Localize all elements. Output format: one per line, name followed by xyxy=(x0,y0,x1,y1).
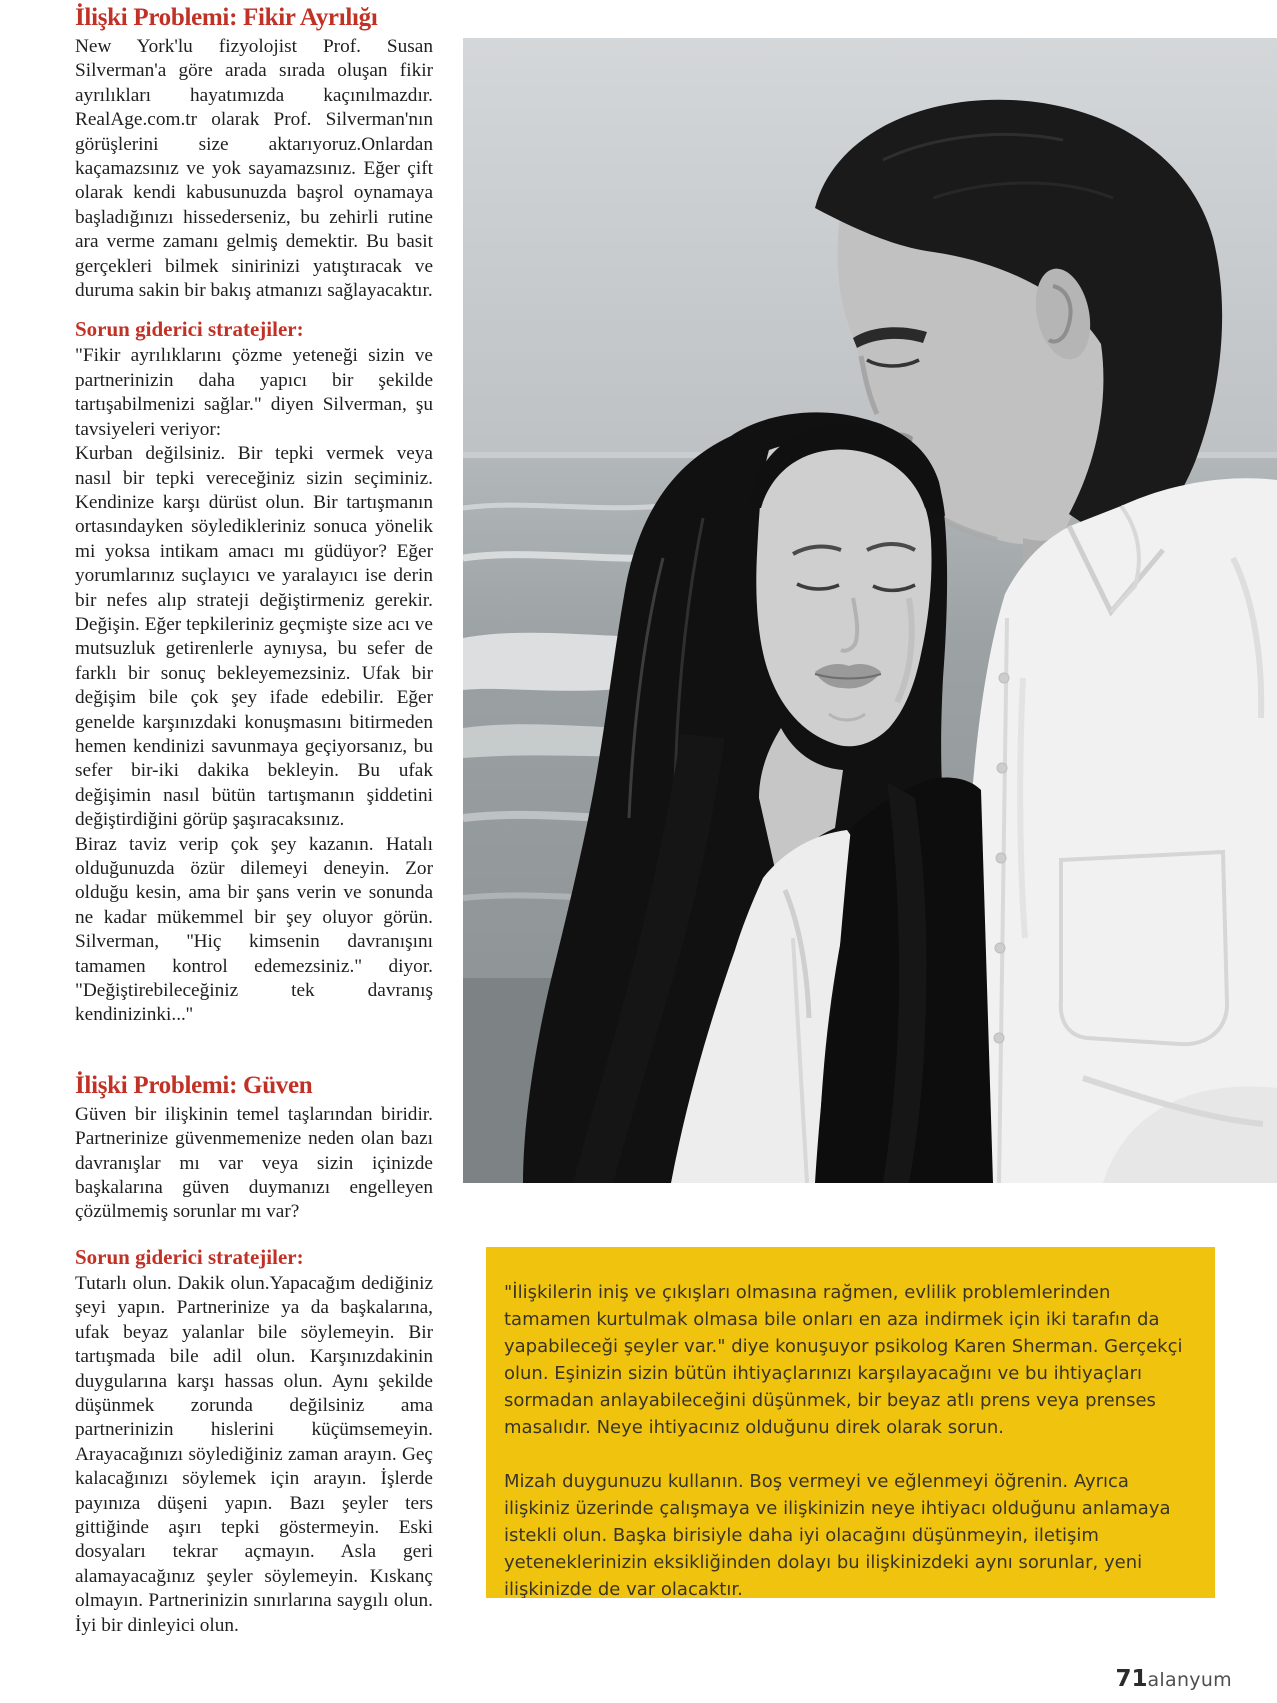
sub-heading-stratejiler-1: Sorun giderici stratejiler: xyxy=(75,317,304,342)
section-body xyxy=(75,1103,433,1225)
paragraph: "Fikir ayrılıklarını çözme yeteneği sizin ve partnerinizin daha yapıcı bir şekilde tartışabilmenizi sağlar." diyen Silverman, şu tavsiyeleri veriyor: xyxy=(75,345,433,440)
couple-beach-photo xyxy=(463,38,1277,1183)
paragraph: Tutarlı olun. Dakik olun.Yapacağım dediğiniz şeyi yapın. Partnerinize ya da başkalarına, ufak beyaz yalanlar bile söylemeyin. Bir tartışmada bile adil olun. Karşınızdakinin duygularına karşı hassas olun. Aynı şekilde düşünmek zorunda değilsiniz ama partnerinizin hislerini küçümsemeyin. Arayacağınızı söylediğiniz zaman arayın. Geç kalacağınızı söylemek için arayın. İşlerde payınıza düşeni yapın. Bazı şeyler ters gittiğinde aşırı tepki göstermeyin. Eski dosyaları tekrar açmayın. Asla geri alamayacağınız şeyler söylemeyin. Kıskanç olmayın. Partnerinizin sınırlarına saygılı olun. İyi bir dinleyici olun. xyxy=(75,1272,433,1636)
section-heading-fikir-ayriligi: İlişki Problemi: Fikir Ayrılığı xyxy=(75,4,378,31)
magazine-name: alanyum xyxy=(1147,1669,1232,1691)
paragraph: Biraz taviz verip çok şey kazanın. Hatalı olduğunuzda özür dilemeyi deneyin. Zor olduğu kesin, ama bir şans verin ve sonunda ne kadar mükemmel bir şey oluyor görün. Silverman, ''Hiç kimsenin davranışını tamamen kontrol edemezsiniz." diyor. "Değiştirebileceğiniz tek davranış kendinizinki...'' xyxy=(75,833,433,1026)
paragraph: Mizah duygunuzu kullanın. Boş vermeyi ve eğlenmeyi öğrenin. Ayrıca ilişkiniz üzerinde çalışmaya ve ilişkinizin neye ihtiyacı olduğunu anlamaya istekli olun. Başka birisiyle daha iyi olacağını düşünmeyin, iletişim yeteneklerinizin eksikliğinden dolayı bu ilişkinizdeki aynı sorunlar, yeni ilişkinizde de var olacaktır. xyxy=(504,1471,1171,1598)
paragraph: Kurban değilsiniz. Bir tepki vermek veya nasıl bir tepki vereceğiniz sizin seçiminiz. Kendinize karşı dürüst olun. Bir tartışmanın ortasındayken söyledikleriniz sonuca yönelik mi yoksa intikam amacı mı güdüyor? Eğer yorumlarınız suçlayıcı ve yaralayıcı ise derin bir nefes alıp strateji değiştirmeniz gerekir. Değişin. Eğer tepkileriniz geçmişte size acı ve mutsuzluk getirenlerle aynıysa, bu sefer de farklı bir sonuç bekleyemezsiniz. Ufak bir değişim bile çok şey ifade edebilir. Eğer genelde karşınızdaki konuşmasını bitirmeden hemen kendinizi savunmaya geçiyorsanız, bu sefer bir-iki dakika bekleyin. Bu ufak değişimin nasıl bütün tartışmanın şiddetini değiştirdiğini görüp şaşıracaksınız. xyxy=(75,443,433,831)
paragraph: "İlişkilerin iniş ve çıkışları olmasına rağmen, evlilik problemlerinden tamamen kurtulmak olmasa bile onları en aza indirmek için iki tarafın da yapabileceği şeyler var." diye konuşuyor psikolog Karen Sherman. Gerçekçi olun. Eşinizin sizin bütün ihtiyaçlarınızı karşılayacağını ve bu ihtiyaçları sormadan anlayabileceğini düşünmek, bir beyaz atlı prens veya prenses masalıdır. Neye ihtiyacınız olduğunu direk olarak sorun. xyxy=(504,1282,1183,1438)
quote-box xyxy=(486,1247,1215,1598)
section-heading-guven: İlişki Problemi: Güven xyxy=(75,1071,313,1099)
paragraph: Güven bir ilişkinin temel taşlarından biridir. Partnerinize güvenmemenize neden olan bazı davranışlar mı var veya sizin içinizde başkalarına güven duymanızı engelleyen çözülmemiş sorunlar mı var? xyxy=(75,1103,433,1223)
section-body xyxy=(75,344,433,1027)
page-number: 71 xyxy=(1115,1666,1148,1692)
couple-beach-photo-svg xyxy=(463,38,1277,1183)
paragraph: New York'lu fizyolojist Prof. Susan Silverman'a göre arada sırada oluşan fikir ayrılıkları hayatımızda kaçınılmazdır. RealAge.com.tr olarak Prof. Silverman'nın görüşlerini size aktarıyoruz.Onlardan kaçamazsınız ve yok sayamazsınız. Eğer çift olarak kendi kabusunuzda başrol oynamaya başladığınızı hissederseniz, bu zehirli rutine ara verme zamanı gelmiş demektir. Bu basit gerçekleri bilmek sinirinizi yatıştıracak ve duruma sakin bir bakış atmanızı sağlayacaktır. xyxy=(75,36,433,302)
section-body xyxy=(75,1272,433,1638)
page-footer xyxy=(1115,1666,1232,1692)
section-body xyxy=(75,35,433,303)
sub-heading-stratejiler-2: Sorun giderici stratejiler: xyxy=(75,1244,304,1269)
article-left-column xyxy=(75,4,433,1638)
